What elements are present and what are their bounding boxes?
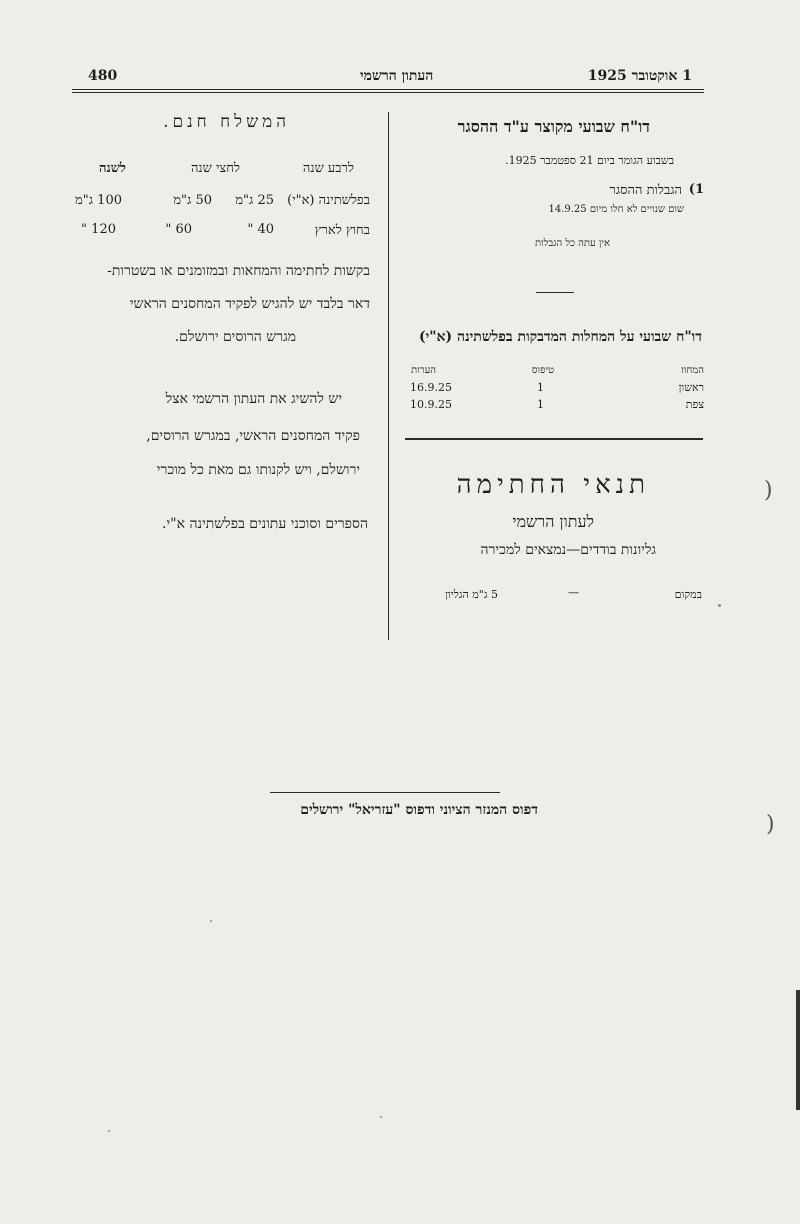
disease-row-district: ראשון <box>678 381 704 394</box>
obtain-text-line: הספרים וסוכני עתונים בפלשתינה א"י. <box>162 516 368 532</box>
price-row-quarter: 40 " <box>247 222 274 237</box>
closure-item-number: 1) <box>688 182 704 197</box>
obtain-text-line: ירושלם, ויש לקנותו גם מאת כל מוכרי <box>156 462 360 478</box>
price-row-label: בחוץ לארץ <box>314 223 370 238</box>
price-row-year: 100 ג"מ <box>75 193 122 208</box>
section-rule <box>405 438 703 440</box>
disease-header-district: המחוז <box>681 365 704 376</box>
header-title: העתון הרשמי <box>360 68 434 84</box>
margin-mark: ) <box>766 812 775 837</box>
price-dash: — <box>568 586 579 599</box>
price-place-label: במקום <box>674 588 702 601</box>
price-row-label: בפלשתינה (א"י) <box>287 193 370 208</box>
paper-speck <box>210 920 212 922</box>
disease-header-notes: הערות <box>411 365 436 376</box>
requests-text-line: בקשות לחתימה והמחאות ובמזומנים או בשטרות- <box>107 263 370 279</box>
section-separator <box>536 292 574 293</box>
closure-item-note: אין עתה כל הגבלות <box>535 238 610 249</box>
closure-report-title: דו"ח שבועי מקוצר ע"ד ההסגר <box>457 117 650 136</box>
header-rule <box>72 89 704 90</box>
page-edge-mark <box>796 990 800 1110</box>
disease-row-district: צפת <box>685 398 704 411</box>
column-divider <box>388 112 389 640</box>
single-issues-note: גליונות בודדים—נמצאים למכירה <box>480 542 656 558</box>
price-row-quarter: 25 ג"מ <box>235 193 274 208</box>
paper-speck <box>718 604 721 607</box>
requests-text-line: דאר בלבד יש להגיש לפקיד המחסנים הראשי <box>129 296 370 312</box>
price-per-issue: 5 ג"מ הגליון <box>445 588 498 601</box>
closure-report-subtitle: בשבוע הגומר ביום 21 ספטמבר 1925. <box>505 154 674 167</box>
margin-mark: ) <box>764 478 773 503</box>
paper-speck <box>380 1116 382 1118</box>
closure-item-line: שום שנויים לא חלו מיום 14.9.25 <box>548 204 684 215</box>
price-row-half: 60 " <box>165 222 192 237</box>
disease-row-note: 10.9.25 <box>410 398 452 411</box>
subscription-subtitle: לעתון הרשמי <box>512 512 594 531</box>
closure-item-title: הגבלות ההסגר <box>609 183 682 198</box>
disease-header-typhus: טיפוס <box>531 365 554 376</box>
footer-rule <box>270 792 500 793</box>
header-date: 1 אוקטובר 1925 <box>587 68 692 84</box>
paper-speck <box>108 1130 110 1132</box>
header-rule-second <box>72 92 704 93</box>
price-row-half: 50 ג"מ <box>173 193 212 208</box>
price-header-half: לחצי שנה <box>190 161 240 176</box>
printer-credit: דפוס המנזר הציוני ודפוס "עזריאל" ירושלים <box>300 802 538 818</box>
obtain-text-line: יש להשיג את העתון הרשמי אצל <box>165 391 342 407</box>
price-header-year: לשנה <box>99 161 126 176</box>
requests-text-line: מגרש הרוסים ירושלם. <box>174 329 296 345</box>
disease-row-count: 1 <box>537 398 544 411</box>
price-header-quarter: לרבע שנה <box>302 161 354 176</box>
disease-row-count: 1 <box>537 381 544 394</box>
free-distribution-title: המשלח חנם. <box>163 112 290 132</box>
disease-row-note: 16.9.25 <box>410 381 452 394</box>
subscription-title: תנאי החתימה <box>456 470 650 500</box>
price-row-year: 120 " <box>81 222 116 237</box>
disease-report-title: דו"ח שבועי על המחלות המדבקות בפלשתינה (א"י) <box>418 329 702 345</box>
header-page-number: 480 <box>88 68 118 84</box>
obtain-text-line: פקיד המחסנים הראשי, במגרש הרוסים, <box>146 428 360 444</box>
